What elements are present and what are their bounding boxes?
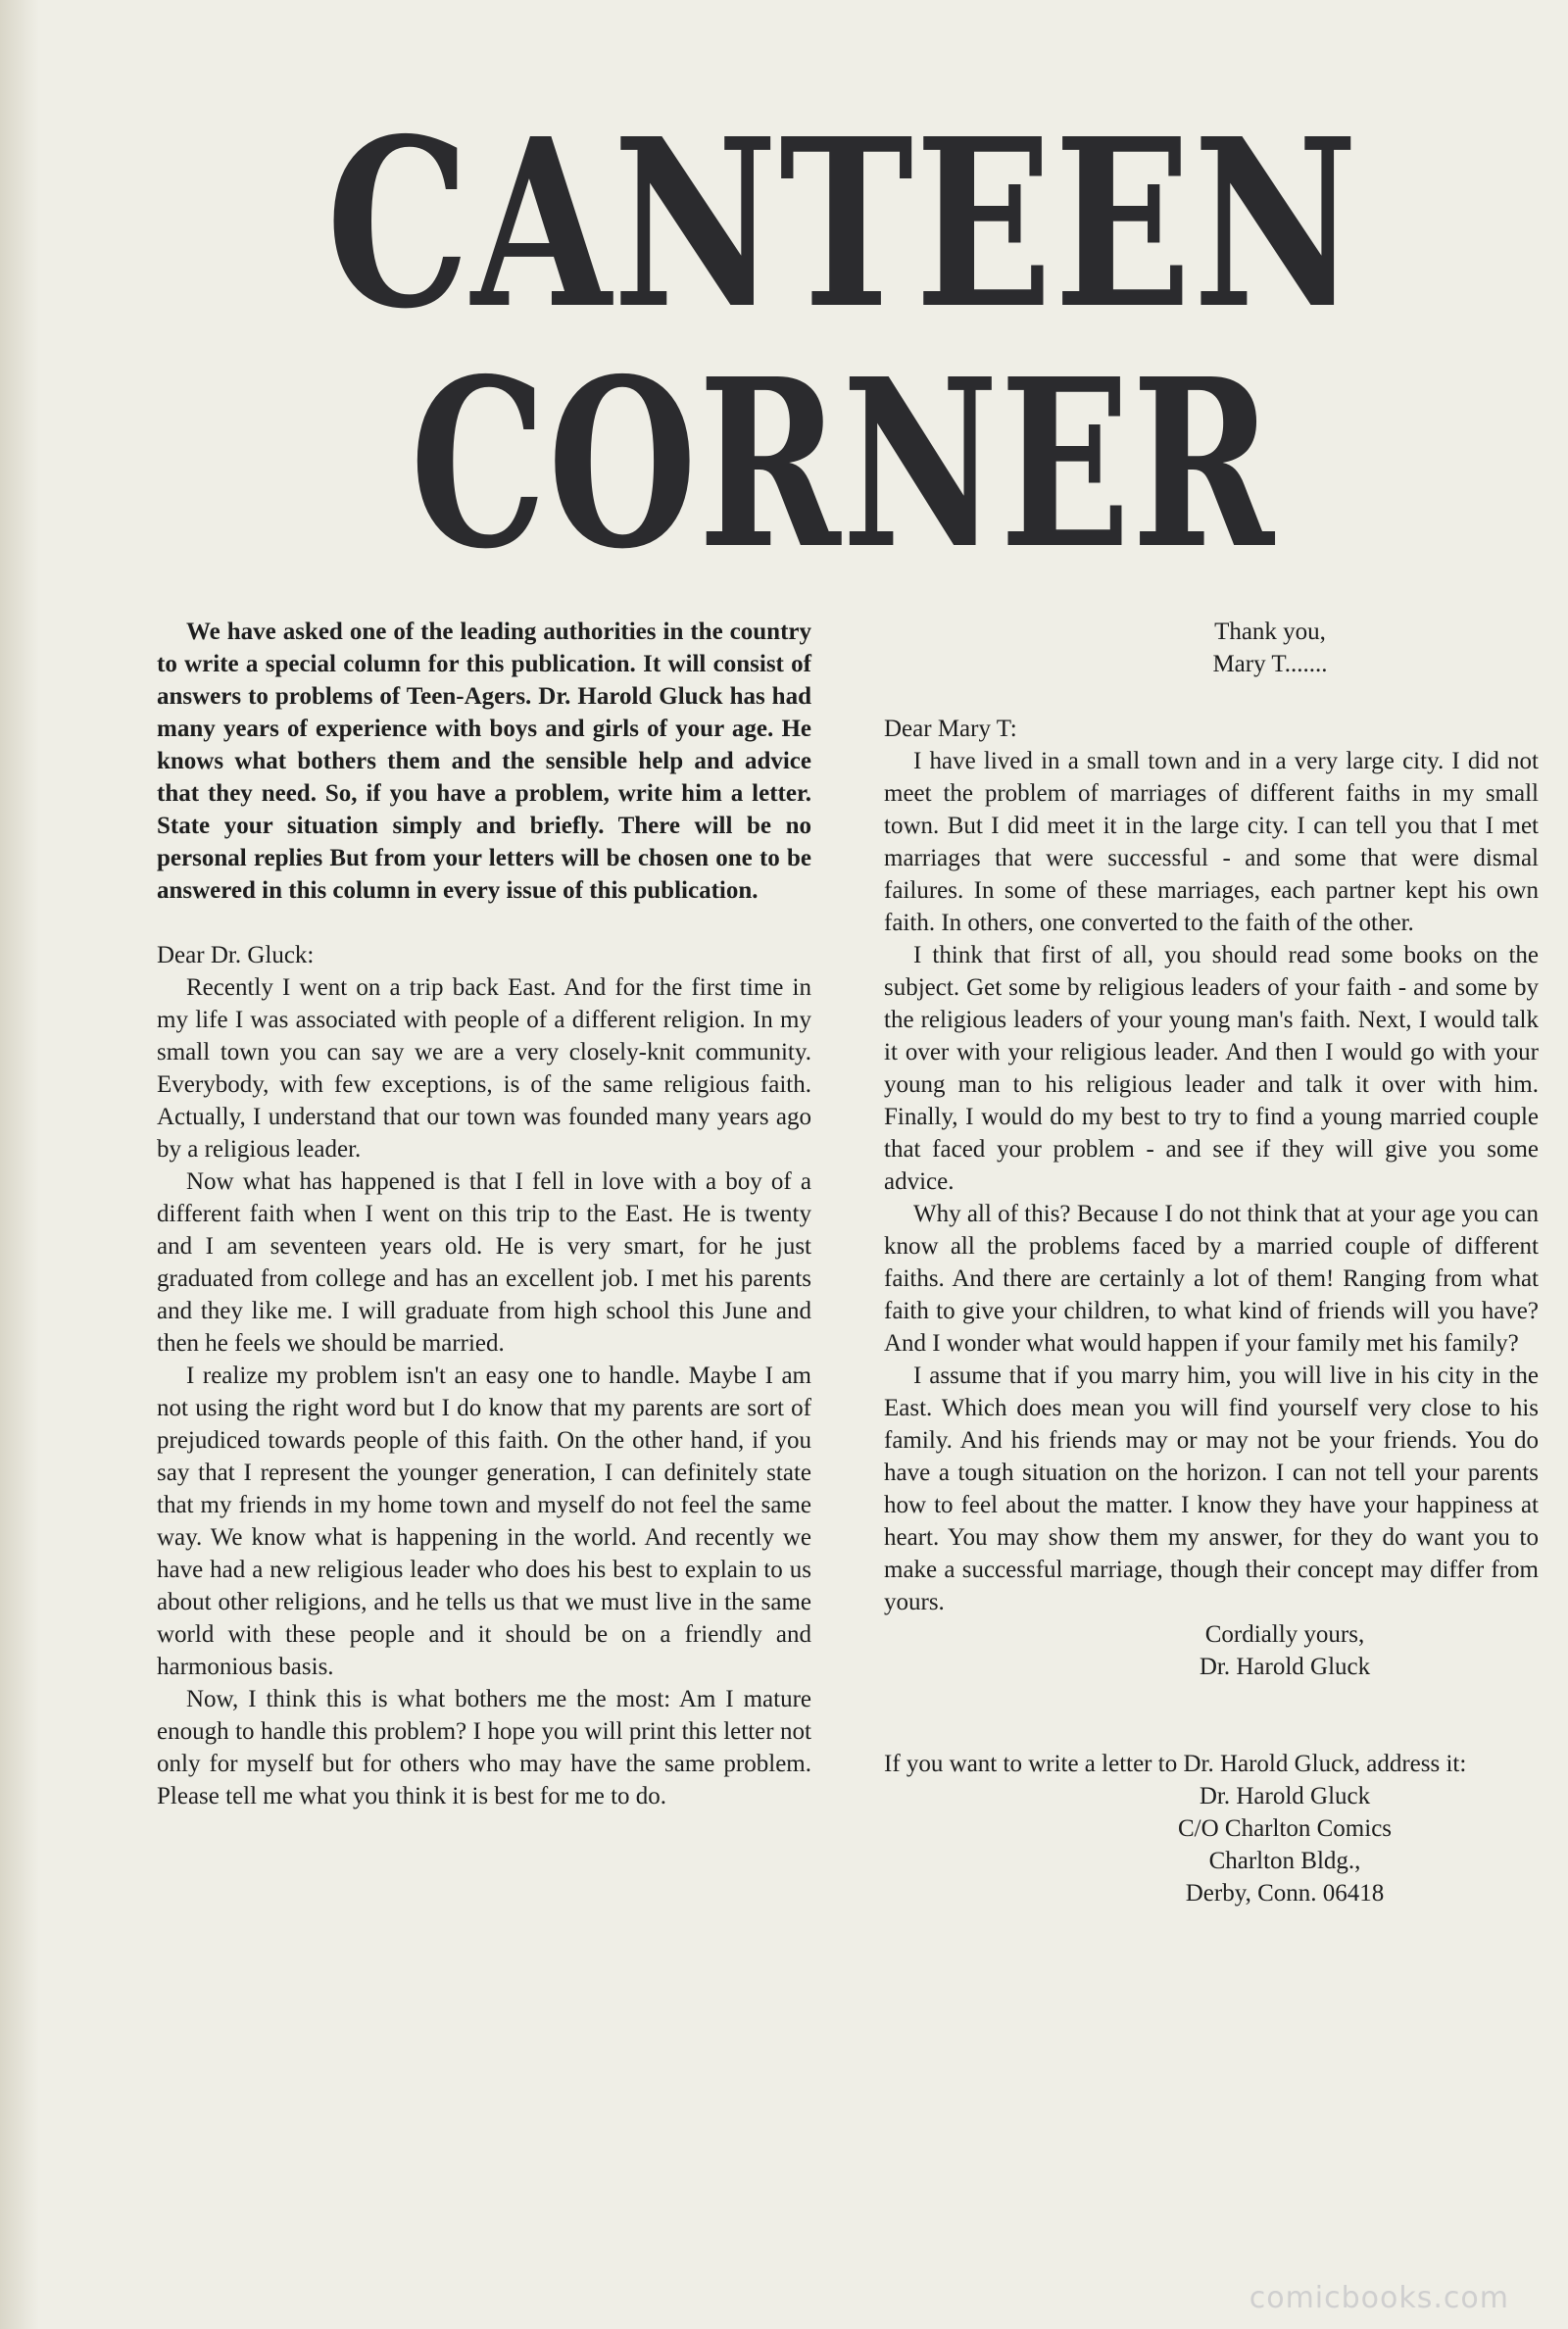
reply-paragraph-4: I assume that if you marry him, you will live in his city in the East. Which does mean you will find yourself very close to his family. And his friends may or may not be your friends. You do have a tough situation on the horizon. I can not tell your parents how to feel about the matter. I know they have your happiness at heart. You may show them my answer, for they do want you to make a successful marriage, though their concept may differ from yours. (884, 1363, 1539, 1615)
right-column (884, 616, 1539, 1909)
letter-paragraph-3: I realize my problem isn't an easy one to handle. Maybe I am not using the right word but I do know that my parents are sort of prejudiced towards people of this faith. On the other hand, if you say that I represent the younger generation, I can definitely state that my friends in my home town and myself do not feel the same way. We know what is happening in the world. And recently we have had a new religious leader who does his best to explain to us about other religions, and he tells us that we must live in the same world with these people and it should be on a friendly and harmonious basis. (157, 1363, 811, 1680)
reply-paragraph-2: I think that first of all, you should read some books on the subject. Get some by religious leaders of your faith - and some by the religious leaders of your young man's faith. Next, I would talk it over with your religious leader. And then I would go with your young man to his religious leader and talk it over with him. Finally, I would do my best to try to find a young married couple that faced your problem - and see if they will give you some advice. (884, 942, 1539, 1195)
page-title-line-2: CORNER (410, 327, 1276, 600)
letter-paragraph-4: Now, I think this is what bothers me the most: Am I mature enough to handle this problem? I hope you will print this letter not only for myself but for others who may have the same problem. Please tell me what you think it is best for me to do. (157, 1686, 811, 1809)
letter-paragraph-1: Recently I went on a trip back East. And for the first time in my life I was associated with people of a different religion. In my small town you can say we are a very closely-knit community. Everybody, with few exceptions, is of the same religious faith. Actually, I understand that our town was founded many years ago by a religious leader. (157, 974, 811, 1163)
address-lead: If you want to write a letter to Dr. Harold Gluck, address it: (884, 1751, 1467, 1777)
left-column (157, 616, 811, 1812)
page-binding-shadow (0, 0, 39, 2329)
address-line-4: Derby, Conn. 06418 (1185, 1880, 1385, 1907)
letter-closing: Thank you, (1214, 619, 1326, 645)
site-watermark: comicbooks.com (1249, 2281, 1509, 2315)
reply-salutation: Dear Mary T: (884, 716, 1017, 742)
reply-paragraph-1: I have lived in a small town and in a very large city. I did not meet the problem of marriages of different faiths in my small town. But I did meet it in the large city. I can tell you that I met marriages that were successful - and some that were dismal failures. In some of these marriages, each partner kept his own faith. In others, one converted to the faith of the other. (884, 748, 1539, 936)
letter-paragraph-2: Now what has happened is that I fell in love with a boy of a different faith when I went on this trip to the East. He is twenty and I am seventeen years old. He is very smart, for he just graduated from college and has an excellent job. I met his parents and they like me. I will graduate from high school this June and then he feels we should be married. (157, 1168, 811, 1357)
reply-paragraph-3: Why all of this? Because I do not think that at your age you can know all the problems faced by a married couple of different faiths. And there are certainly a lot of them! Ranging from what faith to give your children, to what kind of friends will you have? And I wonder what would happen if your family met his family? (884, 1201, 1539, 1357)
address-line-1: Dr. Harold Gluck (1199, 1783, 1371, 1809)
page-title-line-1: CANTEEN (325, 87, 1360, 360)
reply-signature: Dr. Harold Gluck (1199, 1654, 1371, 1680)
address-line-3: Charlton Bldg., (1208, 1848, 1361, 1874)
reply-closing: Cordially yours, (1204, 1621, 1365, 1648)
intro-paragraph: We have asked one of the leading authorities in the country to write a special column for this publication. It will consist of answers to problems of Teen-Agers. Dr. Harold Gluck has had many years of experience with boys and girls of your age. He knows what bothers them and the sensible help and advice that they need. So, if you have a problem, write him a letter. State your situation simply and briefly. There will be no personal replies But from your letters will be chosen one to be answered in this column in every issue of this publication. (157, 619, 811, 904)
letter-salutation: Dear Dr. Gluck: (157, 942, 315, 968)
address-line-2: C/O Charlton Comics (1177, 1815, 1393, 1842)
letter-signature: Mary T....... (1212, 651, 1328, 677)
